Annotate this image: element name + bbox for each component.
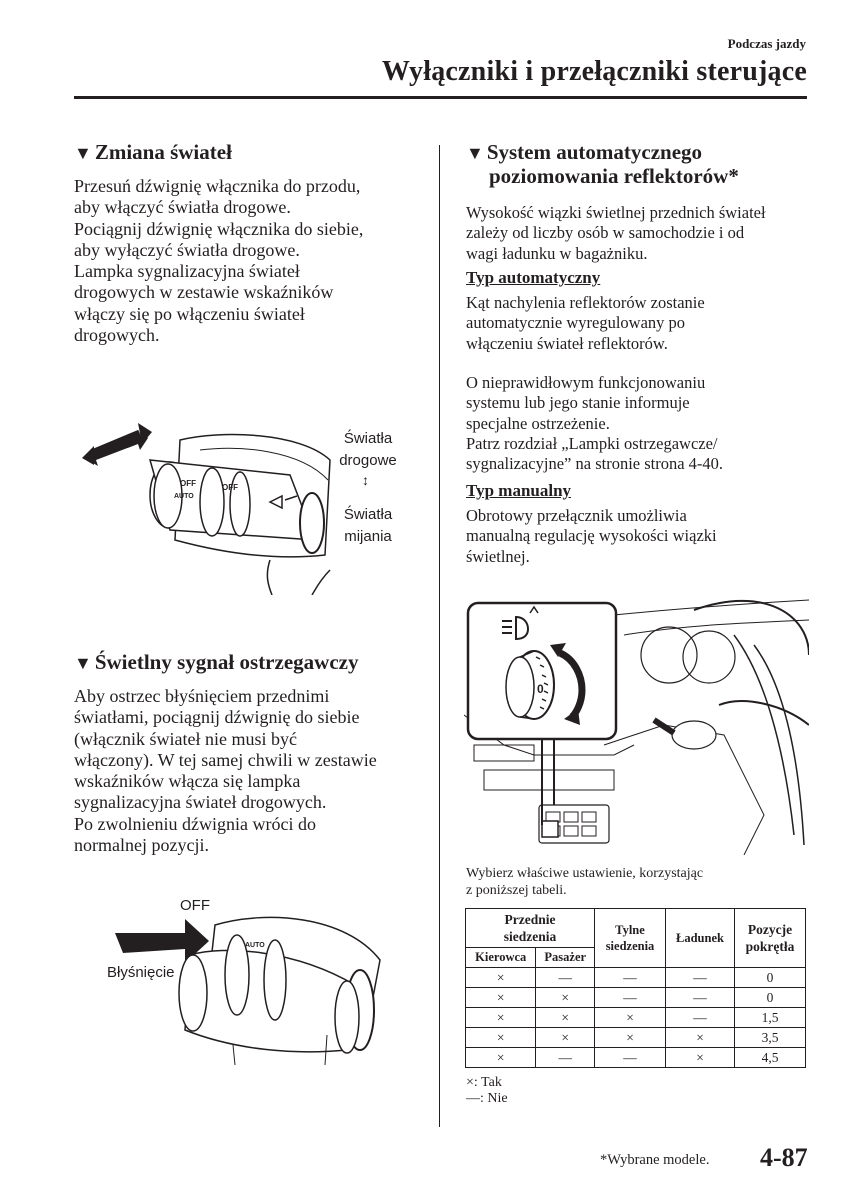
- legend-line: —: Nie: [466, 1091, 508, 1106]
- text-line: Patrz rozdział „Lampki ostrzegawcze/: [466, 433, 718, 453]
- page-title: Wyłączniki i przełączniki sterujące: [381, 56, 807, 87]
- section-heading-leveling-line2: poziomowania reflektorów*: [489, 164, 739, 188]
- heading-text: System automatycznego: [486, 140, 703, 164]
- text-line: sygnalizacyjna świateł drogowych.: [74, 792, 327, 813]
- text-line: drogowych.: [74, 325, 160, 346]
- knob-auto-label: AUTO: [174, 493, 194, 500]
- up-down-arrow-icon: ↕: [362, 474, 369, 489]
- text-line: Lampka sygnalizacyjna świateł: [74, 261, 300, 282]
- table-row: [466, 968, 806, 988]
- table-row: [466, 1008, 806, 1028]
- table-cell: —: [666, 1008, 735, 1028]
- section-heading-beam-change: [74, 140, 232, 165]
- table-cell: —: [666, 988, 735, 1008]
- table-cell: —: [595, 968, 666, 988]
- table-cell: ×: [536, 1008, 595, 1028]
- dashboard-dial-figure: [464, 595, 809, 855]
- text-line: specjalne ostrzeżenie.: [466, 413, 610, 433]
- knob-auto-label: AUTO: [245, 942, 265, 949]
- table-cell: 0: [735, 968, 806, 988]
- caption-line: Wybierz właściwe ustawienie, korzystając: [466, 866, 704, 881]
- text-line: światłami, pociągnij dźwignię do siebie: [74, 707, 360, 728]
- text-line: aby wyłączyć światła drogowe.: [74, 239, 300, 260]
- text-line: normalnej pozycji.: [74, 835, 209, 856]
- text-line: automatycznie wyregulowany po: [466, 313, 686, 333]
- table-cell: —: [536, 1048, 595, 1068]
- text-line: systemu lub jego stanie informuje: [466, 393, 690, 413]
- table-row: [466, 1028, 806, 1048]
- table-cell: ×: [536, 1028, 595, 1048]
- auto-text-warning: [466, 373, 811, 474]
- text-line: Wysokość wiązki świetlnej przednich świateł: [466, 203, 766, 222]
- label-flash: Błyśnięcie: [107, 964, 175, 981]
- table-cell: 0: [735, 988, 806, 1008]
- table-cell: ×: [536, 988, 595, 1008]
- table-caption: [466, 865, 703, 899]
- column-divider: [439, 145, 440, 1127]
- text-line: O nieprawidłowym funkcjonowaniu: [466, 373, 706, 392]
- th-line: Przednie: [504, 912, 556, 927]
- th-line: pokrętła: [745, 939, 795, 954]
- heading-text: Zmiana świateł: [94, 140, 232, 164]
- table-cell: ×: [466, 1048, 536, 1068]
- th-rear: [595, 909, 666, 968]
- table-cell: ×: [595, 1008, 666, 1028]
- th-position: [735, 909, 806, 968]
- table-cell: ×: [666, 1048, 735, 1068]
- label-line: Światła: [343, 506, 393, 523]
- text-line: zależy od liczby osób w samochodzie i od: [466, 223, 745, 243]
- table-row: [466, 988, 806, 1008]
- subheading-manual: Typ manualny: [466, 481, 572, 500]
- th-line: siedzenia: [503, 929, 557, 944]
- heading-text: Świetlny sygnał ostrzegawczy: [94, 650, 359, 674]
- dial-value: 0: [537, 682, 544, 696]
- text-line: (włącznik świateł nie musi być: [74, 728, 297, 749]
- text-line: aby włączyć światła drogowe.: [74, 197, 291, 218]
- text-line: włączony). W tej samej chwili w zestawie: [74, 749, 377, 770]
- knob-off-label: OFF: [180, 479, 196, 488]
- manual-text: [466, 506, 811, 567]
- th-line: siedzenia: [605, 939, 655, 953]
- auto-text: [466, 293, 811, 354]
- th-line: Pozycje: [747, 922, 793, 937]
- section-name: Podczas jazdy: [727, 36, 806, 51]
- loading-table: [465, 908, 806, 1068]
- table-cell: 3,5: [735, 1028, 806, 1048]
- text-line: Kąt nachylenia reflektorów zostanie: [466, 293, 705, 312]
- th-load: Ładunek: [666, 909, 735, 968]
- label-line: drogowe: [339, 452, 397, 469]
- table-cell: ×: [466, 1008, 536, 1028]
- subheading-auto: Typ automatyczny: [466, 268, 601, 287]
- text-line: włączeniu świateł reflektorów.: [466, 333, 668, 353]
- th-line: Tylne: [615, 923, 645, 937]
- header-rule: [74, 96, 807, 99]
- th-passenger: Pasażer: [536, 948, 595, 968]
- flash-text: [74, 686, 424, 856]
- leveling-intro: [466, 203, 811, 264]
- text-line: drogowych w zestawie wskaźników: [74, 282, 334, 303]
- table-cell: —: [595, 988, 666, 1008]
- footnote: *Wybrane modele.: [600, 1152, 710, 1168]
- text-line: manualną regulację wysokości wiązki: [466, 526, 717, 546]
- triangle-marker-icon: ▼: [74, 143, 92, 163]
- table-cell: ×: [666, 1028, 735, 1048]
- legend-line: ×: Tak: [466, 1075, 502, 1090]
- text-line: wskaźników włącza się lampka: [74, 771, 301, 792]
- table-cell: —: [536, 968, 595, 988]
- push-pull-arrow-icon: [82, 423, 152, 466]
- text-line: Przesuń dźwignię włącznika do przodu,: [74, 176, 361, 196]
- table-cell: ×: [466, 988, 536, 1008]
- beam-change-text: [74, 176, 424, 346]
- text-line: włączy się po włączeniu świateł: [74, 303, 305, 324]
- lever-flash-figure: [115, 905, 395, 1065]
- text-line: sygnalizacyjne” na stronie strona 4-40.: [466, 454, 724, 474]
- table-cell: ×: [466, 968, 536, 988]
- label-high-beam: [338, 428, 398, 472]
- text-line: wagi ładunku w bagażniku.: [466, 243, 648, 263]
- section-heading-flash: [74, 650, 358, 675]
- page-number: 4-87: [760, 1143, 808, 1172]
- table-cell: —: [666, 968, 735, 988]
- table-cell: ×: [466, 1028, 536, 1048]
- text-line: Aby ostrzec błyśnięciem przednimi: [74, 686, 330, 706]
- triangle-marker-icon: ▼: [74, 653, 92, 673]
- table-cell: 1,5: [735, 1008, 806, 1028]
- caption-line: z poniższej tabeli.: [466, 883, 567, 898]
- table-cell: ×: [595, 1028, 666, 1048]
- table-row: [466, 1048, 806, 1068]
- label-line: mijania: [344, 528, 392, 545]
- text-line: Obrotowy przełącznik umożliwia: [466, 506, 687, 525]
- th-driver: Kierowca: [466, 948, 536, 968]
- table-legend: [466, 1075, 508, 1107]
- text-line: świetlnej.: [466, 546, 530, 566]
- label-low-beam: [338, 504, 398, 548]
- table-cell: 4,5: [735, 1048, 806, 1068]
- fog-off-label: OFF: [222, 483, 238, 492]
- label-off: OFF: [180, 897, 210, 914]
- table-cell: —: [595, 1048, 666, 1068]
- th-front: [466, 909, 595, 948]
- section-heading-leveling: [466, 140, 702, 165]
- text-line: Pociągnij dźwignię włącznika do siebie,: [74, 218, 364, 239]
- label-line: Światła: [343, 430, 393, 447]
- triangle-marker-icon: ▼: [466, 143, 484, 163]
- text-line: Po zwolnieniu dźwignia wróci do: [74, 813, 316, 834]
